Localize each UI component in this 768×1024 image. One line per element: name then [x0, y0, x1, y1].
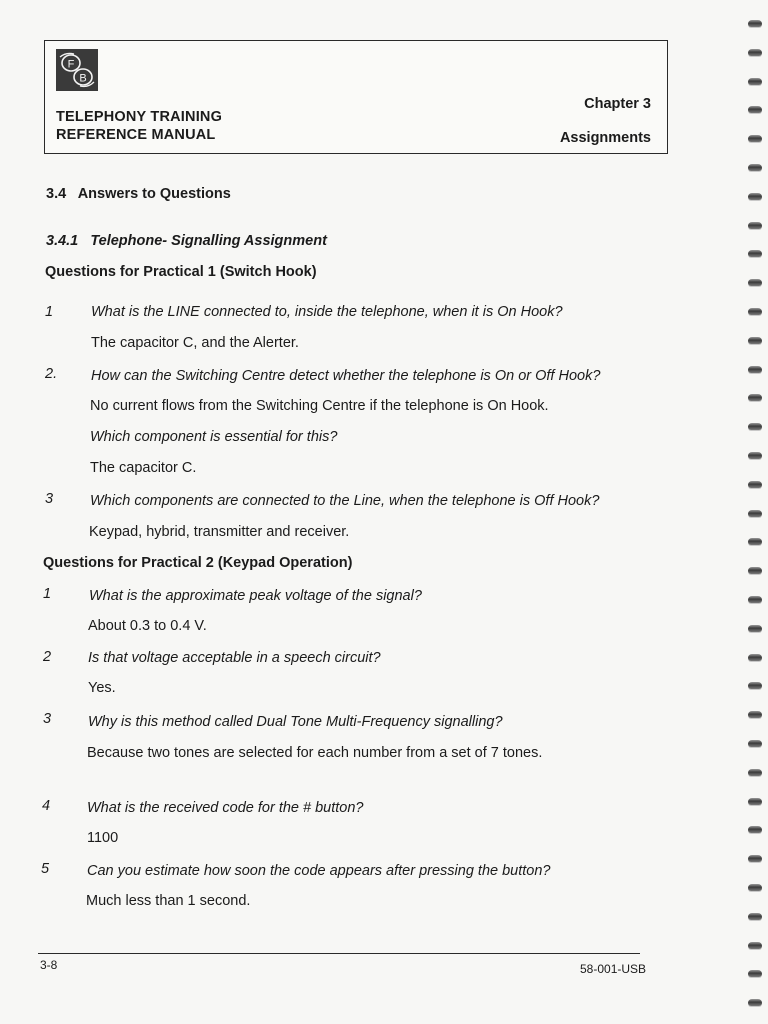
logo-letter-b: B — [79, 72, 87, 85]
binding-ring — [748, 596, 762, 603]
binding-ring — [748, 769, 762, 776]
manual-title-line2: REFERENCE MANUAL — [56, 127, 216, 143]
binding-ring — [748, 625, 762, 632]
followup-answer-text: The capacitor C. — [90, 460, 197, 476]
answer-text: Because two tones are selected for each number from a set of 7 tones. — [87, 745, 543, 761]
question-number: 3 — [43, 711, 52, 727]
question-number: 5 — [41, 861, 50, 877]
manual-title-line1: TELEPHONY TRAINING — [56, 109, 223, 125]
question-number: 3 — [45, 491, 54, 507]
binding-ring — [748, 279, 762, 286]
binding-ring — [748, 999, 762, 1006]
binding-ring — [748, 682, 762, 689]
binding-ring — [748, 394, 762, 401]
binding-ring — [748, 423, 762, 430]
footer-divider — [38, 953, 640, 954]
question-number: 1 — [45, 304, 54, 320]
answer-text: Yes. — [88, 680, 116, 696]
binding-ring — [748, 510, 762, 517]
question-text: What is the received code for the # button? — [87, 800, 364, 816]
answer-text: 1100 — [87, 830, 119, 846]
binding-ring — [748, 798, 762, 805]
binding-ring — [748, 711, 762, 718]
practical2-heading: Questions for Practical 2 (Keypad Operation) — [43, 555, 353, 571]
binding-ring — [748, 855, 762, 862]
binding-ring — [748, 538, 762, 545]
question-number: 1 — [43, 586, 52, 602]
binding-ring — [748, 942, 762, 949]
answer-text: Keypad, hybrid, transmitter and receiver. — [89, 524, 350, 540]
binding-ring — [748, 913, 762, 920]
section-heading: 3.4 Answers to Questions — [46, 186, 231, 202]
binding-ring — [748, 740, 762, 747]
binding-ring — [748, 884, 762, 891]
binding-ring — [748, 452, 762, 459]
binding-ring — [748, 193, 762, 200]
document-code: 58-001-USB — [580, 962, 647, 976]
answer-text: No current flows from the Switching Centre if the telephone is On Hook. — [90, 398, 549, 414]
binding-ring — [748, 366, 762, 373]
question-number: 4 — [42, 798, 51, 814]
binding-ring — [748, 106, 762, 113]
binding-ring — [748, 654, 762, 661]
binding-ring — [748, 20, 762, 27]
section-label: Assignments — [559, 130, 651, 146]
binding-ring — [748, 826, 762, 833]
chapter-label: Chapter 3 — [584, 96, 651, 112]
question-text: What is the approximate peak voltage of the signal? — [89, 588, 422, 604]
question-text: What is the LINE connected to, inside the telephone, when it is On Hook? — [91, 304, 563, 320]
question-text: Is that voltage acceptable in a speech circuit? — [88, 650, 381, 666]
binding-ring — [748, 970, 762, 977]
binding-ring — [748, 308, 762, 315]
spiral-binding — [746, 0, 768, 1024]
logo-letter-f: F — [67, 58, 75, 71]
page-number: 3-8 — [40, 958, 58, 972]
binding-ring — [748, 250, 762, 257]
binding-ring — [748, 481, 762, 488]
binding-ring — [748, 78, 762, 85]
question-text: How can the Switching Centre detect whether the telephone is On or Off Hook? — [91, 368, 601, 384]
question-text: Why is this method called Dual Tone Multi-Frequency signalling? — [88, 714, 503, 730]
followup-question-text: Which component is essential for this? — [90, 429, 338, 445]
answer-text: About 0.3 to 0.4 V. — [88, 618, 207, 634]
binding-ring — [748, 567, 762, 574]
answer-text: The capacitor C, and the Alerter. — [91, 335, 299, 351]
binding-ring — [748, 135, 762, 142]
binding-ring — [748, 49, 762, 56]
binding-ring — [748, 337, 762, 344]
question-text: Can you estimate how soon the code appears after pressing the button? — [87, 863, 551, 879]
binding-ring — [748, 222, 762, 229]
question-text: Which components are connected to the Line, when the telephone is Off Hook? — [90, 493, 600, 509]
practical1-heading: Questions for Practical 1 (Switch Hook) — [45, 264, 317, 280]
answer-text: Much less than 1 second. — [86, 893, 251, 909]
binding-ring — [748, 164, 762, 171]
question-number: 2. — [45, 366, 58, 382]
question-number: 2 — [43, 649, 52, 665]
subsection-heading: 3.4.1 Telephone- Signalling Assignment — [46, 233, 327, 249]
